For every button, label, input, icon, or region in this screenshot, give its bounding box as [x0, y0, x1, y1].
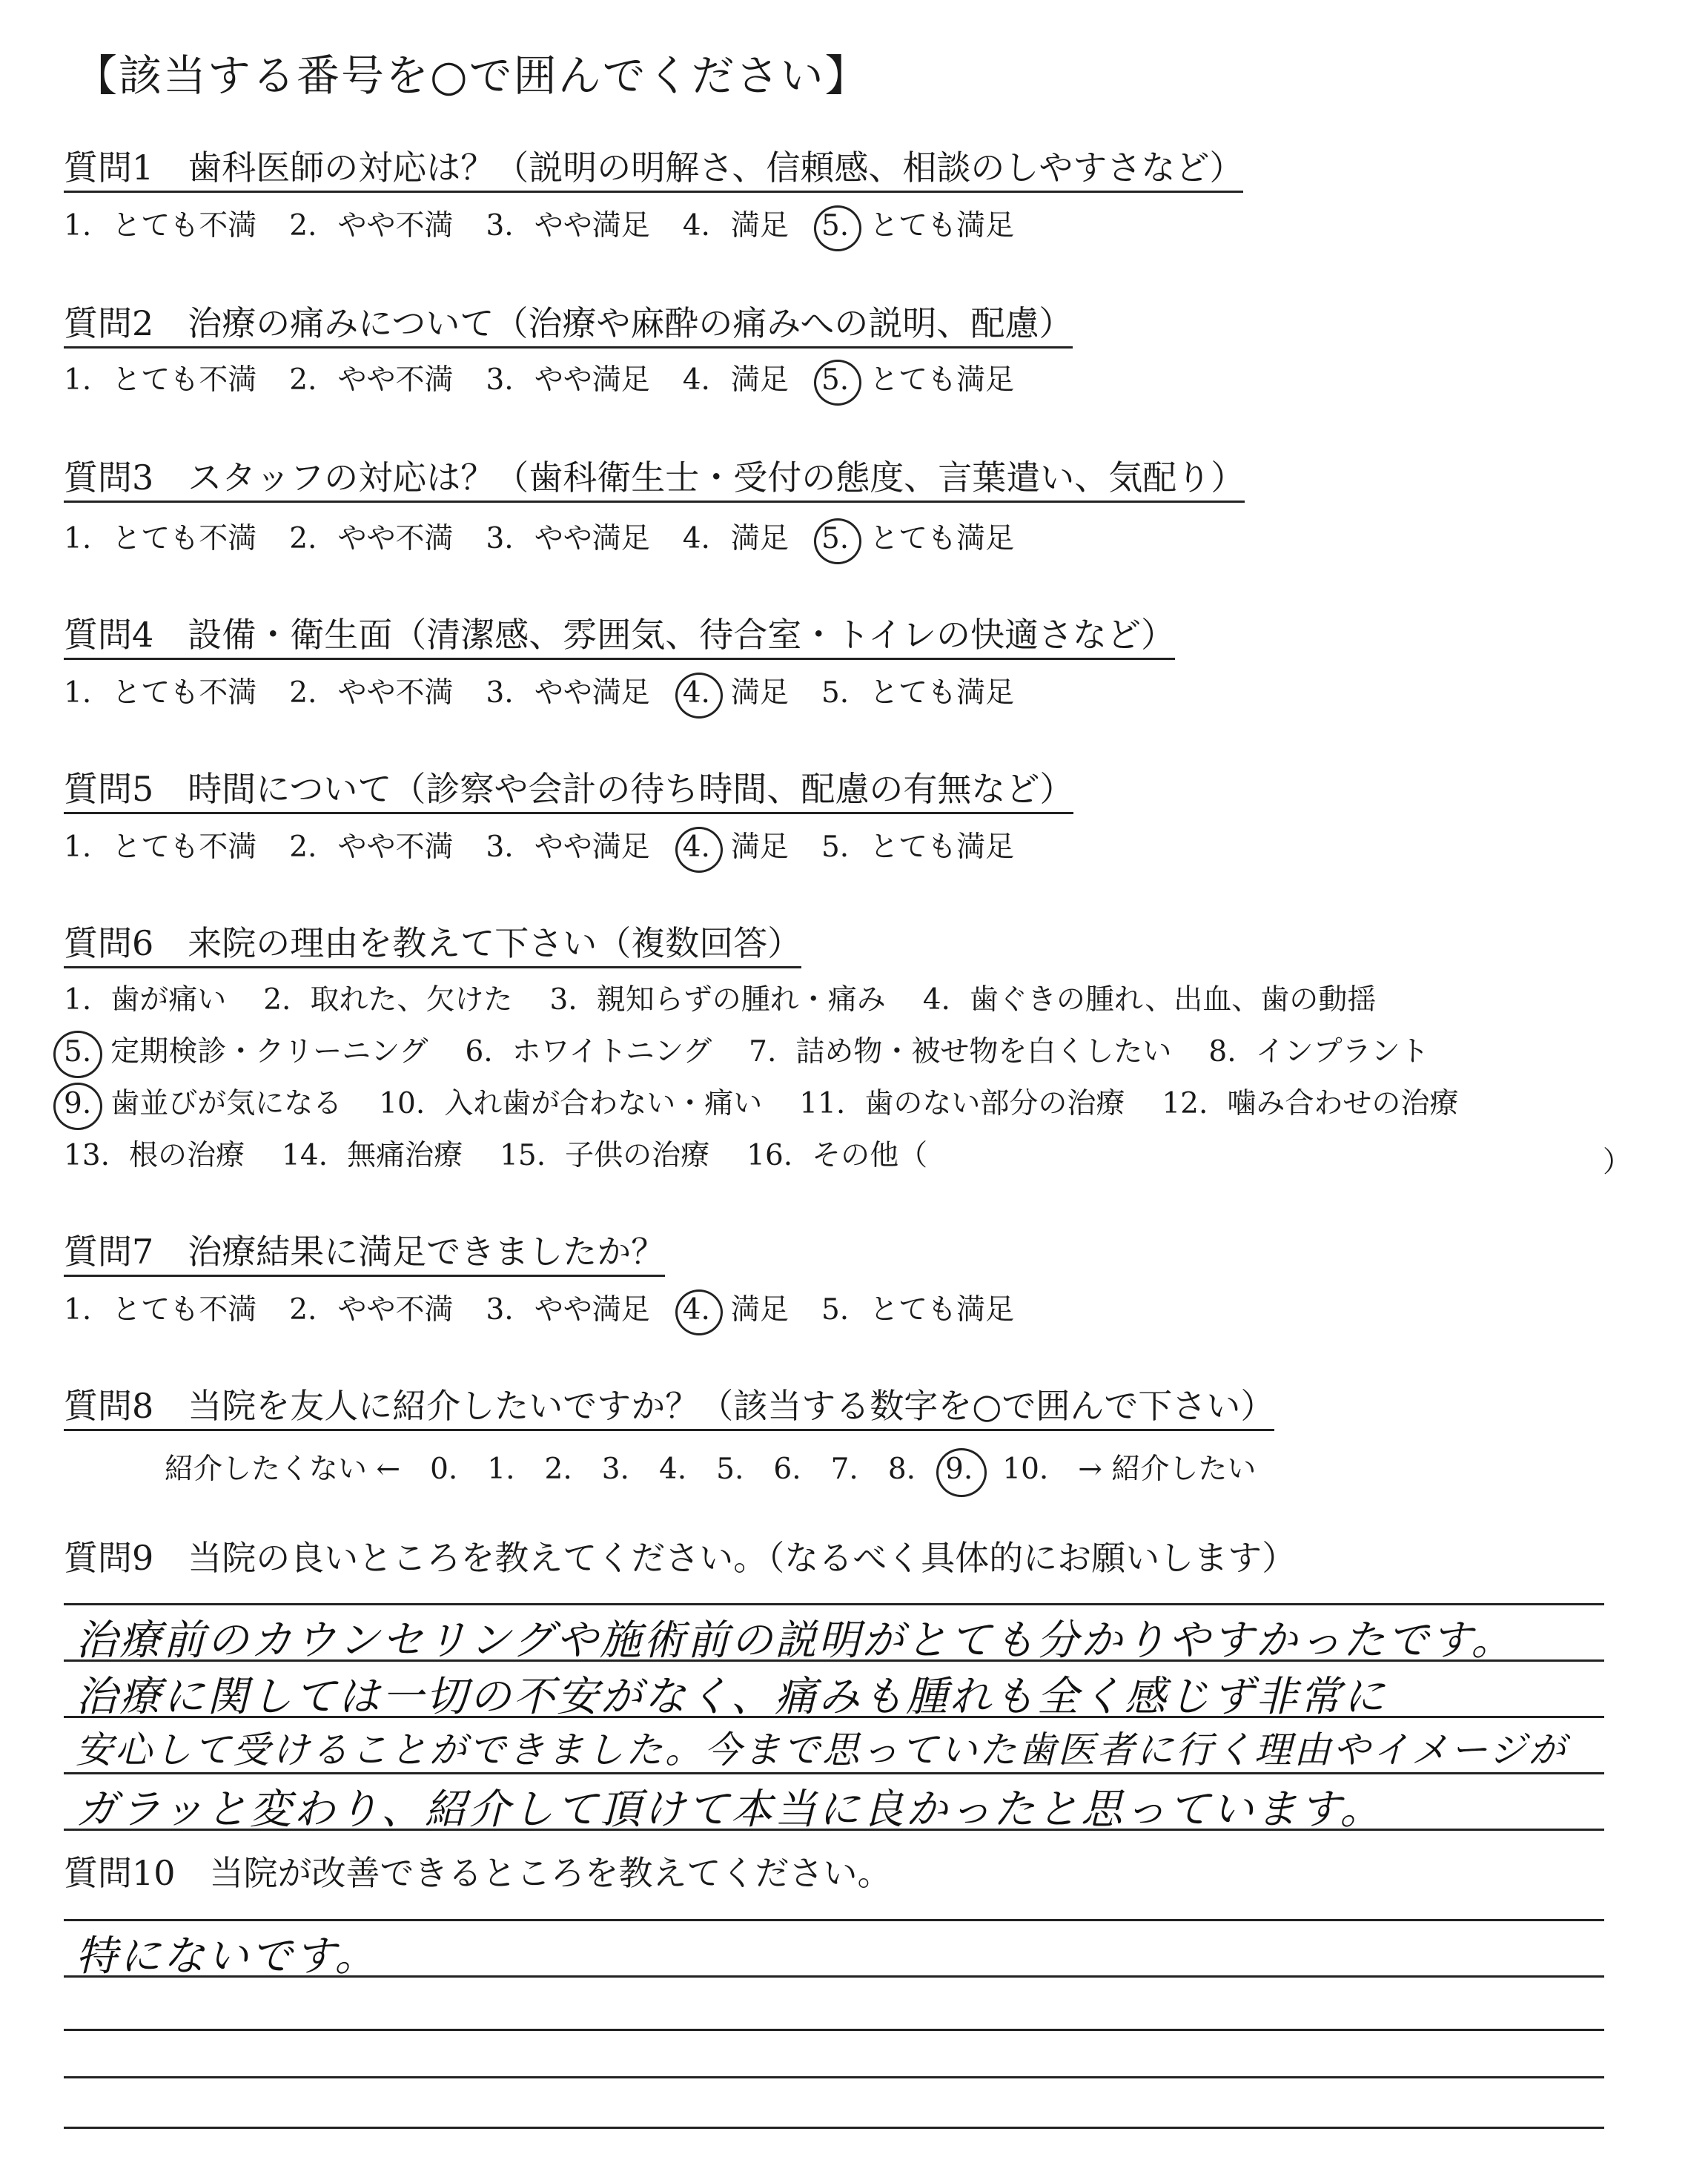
reason-label: 歯ぐきの腫れ、出血、歯の動揺	[969, 983, 1377, 1017]
reason-label: 取れた、欠けた	[310, 983, 513, 1017]
option-3[interactable]	[486, 522, 649, 557]
option-label: とても不満	[112, 363, 257, 397]
question-2-options[interactable]	[64, 363, 1047, 398]
reason-number: 16.	[747, 1139, 793, 1172]
option-number: 2.	[289, 209, 317, 242]
option-number: 2.	[289, 522, 317, 555]
option-label: とても満足	[870, 676, 1015, 710]
option-1[interactable]	[64, 363, 256, 398]
option-3[interactable]	[486, 676, 649, 711]
answer-rule	[64, 1603, 1604, 1605]
question-1-title: 質問1 歯科医師の対応は？（説明の明解さ、信頼感、相談のしやすさなど）	[64, 148, 1243, 193]
option-number: 5.	[821, 522, 850, 555]
question-6-other-close-paren: ）	[1603, 1146, 1632, 1179]
reason-item[interactable]	[747, 1139, 927, 1174]
option-5[interactable]	[821, 676, 1014, 711]
option-label: とても不満	[112, 1293, 257, 1327]
reason-label: 子供の治療	[565, 1139, 710, 1172]
question-3-options[interactable]	[64, 522, 1047, 557]
option-2[interactable]	[289, 676, 453, 711]
question-5-options[interactable]	[64, 830, 1047, 865]
reason-number: 5.	[64, 1035, 92, 1069]
option-5[interactable]	[821, 522, 1014, 557]
option-number: 5.	[821, 676, 850, 710]
option-label: とても満足	[870, 830, 1015, 864]
scale-number[interactable]: 2.	[544, 1453, 572, 1486]
reason-label: 根の治療	[129, 1139, 245, 1172]
reason-item[interactable]	[749, 1035, 1171, 1070]
reason-item[interactable]	[64, 983, 226, 1018]
option-number: 2.	[289, 1293, 317, 1327]
scale-number[interactable]: 6.	[773, 1453, 801, 1486]
question-9-answer-line-1: 治療前のカウンセリングや施術前の説明がとても分かりやすかったです。	[76, 1616, 1515, 1665]
option-3[interactable]	[486, 830, 649, 865]
reason-number: 12.	[1162, 1087, 1208, 1120]
option-number: 2.	[289, 676, 317, 710]
option-number: 4.	[682, 363, 710, 397]
option-number: 1.	[64, 363, 92, 397]
option-number: 1.	[64, 676, 92, 710]
scale-number[interactable]: 10.	[1002, 1453, 1049, 1486]
answer-rule	[64, 2029, 1604, 2031]
option-1[interactable]	[64, 209, 256, 244]
question-9-answer-line-3: 安心して受けることができました。今まで思っていた歯医者に行く理由やイメージが	[76, 1728, 1568, 1771]
option-label: とても不満	[112, 676, 257, 710]
option-label: 満足	[730, 522, 789, 555]
option-number: 5.	[821, 830, 850, 864]
option-3[interactable]	[486, 363, 649, 398]
question-9-title: 質問9 当院の良いところを教えてください。（なるべく具体的にお願いします）	[64, 1538, 1297, 1578]
question-2-title: 質問2 治療の痛みについて（治療や麻酔の痛みへの説明、配慮）	[64, 304, 1073, 349]
reason-label: 歯並びが気になる	[110, 1087, 342, 1120]
reason-item[interactable]	[1162, 1087, 1458, 1122]
option-number: 1.	[64, 522, 92, 555]
option-label: やや不満	[337, 209, 454, 242]
reason-label: ホワイトニング	[512, 1035, 712, 1069]
option-number: 1.	[64, 1293, 92, 1327]
question-6-reasons-row-2	[64, 1035, 1466, 1070]
option-label: やや満足	[534, 209, 650, 242]
option-number: 3.	[486, 676, 514, 710]
reason-item[interactable]	[923, 983, 1377, 1018]
scale-number[interactable]: 7.	[830, 1453, 858, 1486]
reason-label: 定期検診・クリーニング	[110, 1035, 428, 1069]
reason-item[interactable]	[500, 1139, 709, 1174]
option-2[interactable]	[289, 522, 453, 557]
answer-rule	[64, 2127, 1604, 2129]
reason-number: 9.	[64, 1087, 92, 1120]
reason-label: 無痛治療	[347, 1139, 463, 1172]
scale-number[interactable]: 4.	[658, 1453, 687, 1486]
reason-number: 10.	[379, 1087, 426, 1120]
question-7-title: 質問7 治療結果に満足できましたか？	[64, 1232, 665, 1277]
option-3[interactable]	[486, 209, 649, 244]
reason-item[interactable]	[263, 983, 512, 1018]
option-label: 満足	[730, 363, 789, 397]
option-2[interactable]	[289, 830, 453, 865]
option-5[interactable]	[821, 830, 1014, 865]
reason-item[interactable]	[799, 1087, 1125, 1122]
answer-rule	[64, 1919, 1604, 1921]
option-label: やや満足	[534, 830, 650, 864]
reason-number: 1.	[64, 983, 92, 1017]
option-label: やや満足	[534, 363, 650, 397]
option-4[interactable]	[683, 830, 789, 865]
option-5[interactable]	[821, 363, 1014, 398]
reason-item[interactable]	[379, 1087, 762, 1122]
reason-number: 6.	[465, 1035, 493, 1069]
reason-label: インプラント	[1255, 1035, 1429, 1069]
reason-number: 14.	[282, 1139, 328, 1172]
question-6-reasons-row-1	[64, 983, 1413, 1018]
option-number: 4.	[682, 1293, 710, 1327]
question-7-options[interactable]	[64, 1293, 1047, 1328]
option-4[interactable]	[683, 363, 789, 398]
option-number: 3.	[486, 209, 514, 242]
option-4[interactable]	[683, 209, 789, 244]
option-4[interactable]	[683, 676, 789, 711]
scale-number[interactable]: 5.	[716, 1453, 744, 1486]
reason-number: 4.	[922, 983, 950, 1017]
option-5[interactable]	[821, 1293, 1014, 1328]
option-number: 3.	[486, 522, 514, 555]
option-label: やや不満	[337, 363, 454, 397]
question-9-answer-line-4: ガラッと変わり、紹介して頂けて本当に良かったと思っています。	[76, 1786, 1384, 1834]
question-6-reasons-row-4	[64, 1139, 964, 1174]
scale-number[interactable]: 8.	[887, 1453, 916, 1486]
option-label: やや不満	[337, 830, 454, 864]
reason-number: 13.	[64, 1139, 110, 1172]
option-number: 3.	[486, 1293, 514, 1327]
option-number: 2.	[289, 830, 317, 864]
scale-left-label: 紹介したくない ←	[165, 1453, 401, 1486]
option-label: やや不満	[337, 1293, 454, 1327]
reason-number: 15.	[500, 1139, 546, 1172]
scale-number[interactable]: 9.	[945, 1453, 973, 1486]
reason-item[interactable]	[64, 1035, 428, 1070]
option-label: とても満足	[870, 363, 1015, 397]
reason-number: 7.	[749, 1035, 777, 1069]
scale-right-label: → 紹介したい	[1078, 1453, 1257, 1486]
scale-numbers[interactable]	[430, 1453, 1078, 1486]
question-4-options[interactable]	[64, 676, 1047, 711]
option-label: とても不満	[112, 522, 257, 555]
scale-number[interactable]: 1.	[487, 1453, 515, 1486]
option-label: 満足	[730, 1293, 789, 1327]
reason-label: その他（	[812, 1139, 928, 1172]
option-label: 満足	[730, 676, 789, 710]
reason-item[interactable]	[549, 983, 885, 1018]
option-label: とても満足	[870, 522, 1015, 555]
page-heading: 【該当する番号を○で囲んでください】	[74, 50, 870, 101]
option-1[interactable]	[64, 830, 256, 865]
option-number: 4.	[682, 209, 710, 242]
option-number: 1.	[64, 830, 92, 864]
answer-rule	[64, 2076, 1604, 2078]
reason-label: 噛み合わせの治療	[1227, 1087, 1459, 1120]
option-4[interactable]	[683, 1293, 789, 1328]
option-number: 3.	[486, 363, 514, 397]
reason-number: 8.	[1208, 1035, 1237, 1069]
question-9-answer-line-2: 治療に関しては一切の不安がなく、痛みも腫れも全く感じず非常に	[76, 1673, 1387, 1721]
reason-label: 詰め物・被せ物を白くしたい	[795, 1035, 1172, 1069]
question-8-scale[interactable]	[165, 1446, 1285, 1487]
reason-label: 歯のない部分の治療	[864, 1087, 1125, 1120]
option-label: 満足	[730, 209, 789, 242]
question-5-title: 質問5 時間について（診察や会計の待ち時間、配慮の有無など）	[64, 770, 1073, 814]
option-label: やや不満	[337, 676, 454, 710]
question-1-options[interactable]	[64, 209, 1047, 244]
option-1[interactable]	[64, 522, 256, 557]
option-number: 5.	[821, 1293, 850, 1327]
option-1[interactable]	[64, 1293, 256, 1328]
question-8-title: 質問8 当院を友人に紹介したいですか？（該当する数字を○で囲んで下さい）	[64, 1387, 1274, 1431]
option-2[interactable]	[289, 363, 453, 398]
reason-number: 3.	[549, 983, 577, 1017]
reason-item[interactable]	[1208, 1035, 1429, 1070]
option-number: 1.	[64, 209, 92, 242]
option-number: 4.	[682, 830, 710, 864]
reason-number: 11.	[799, 1087, 846, 1120]
option-label: とても不満	[112, 209, 257, 242]
option-2[interactable]	[289, 1293, 453, 1328]
question-10-answer-line-1: 特にないです。	[76, 1932, 379, 1981]
question-6-title: 質問6 来院の理由を教えて下さい（複数回答）	[64, 924, 801, 968]
option-label: とても不満	[112, 830, 257, 864]
option-number: 5.	[821, 363, 850, 397]
scale-number[interactable]: 3.	[601, 1453, 629, 1486]
reason-item[interactable]	[64, 1139, 245, 1174]
option-label: とても満足	[870, 209, 1015, 242]
option-3[interactable]	[486, 1293, 649, 1328]
option-4[interactable]	[683, 522, 789, 557]
option-label: やや満足	[534, 676, 650, 710]
option-label: やや満足	[534, 522, 650, 555]
option-label: とても満足	[870, 1293, 1015, 1327]
reason-label: 親知らずの腫れ・痛み	[596, 983, 886, 1017]
reason-label: 歯が痛い	[110, 983, 227, 1017]
question-10-title: 質問10 当院が改善できるところを教えてください。	[64, 1853, 892, 1893]
reason-label: 入れ歯が合わない・痛い	[444, 1087, 763, 1120]
option-label: やや満足	[534, 1293, 650, 1327]
reason-item[interactable]	[282, 1139, 463, 1174]
option-number: 5.	[821, 209, 850, 242]
scale-number[interactable]: 0.	[430, 1453, 458, 1486]
reason-number: 2.	[263, 983, 291, 1017]
reason-item[interactable]	[64, 1087, 342, 1122]
question-3-title: 質問3 スタッフの対応は？（歯科衛生士・受付の態度、言葉遣い、気配り）	[64, 458, 1245, 503]
option-number: 3.	[486, 830, 514, 864]
option-5[interactable]	[821, 209, 1014, 244]
option-number: 4.	[682, 522, 710, 555]
option-2[interactable]	[289, 209, 453, 244]
option-number: 2.	[289, 363, 317, 397]
option-label: 満足	[730, 830, 789, 864]
option-label: やや不満	[337, 522, 454, 555]
option-1[interactable]	[64, 676, 256, 711]
reason-item[interactable]	[465, 1035, 712, 1070]
option-number: 4.	[682, 676, 710, 710]
question-4-title: 質問4 設備・衛生面（清潔感、雰囲気、待合室・トイレの快適さなど）	[64, 615, 1175, 660]
question-6-reasons-row-3	[64, 1087, 1495, 1122]
